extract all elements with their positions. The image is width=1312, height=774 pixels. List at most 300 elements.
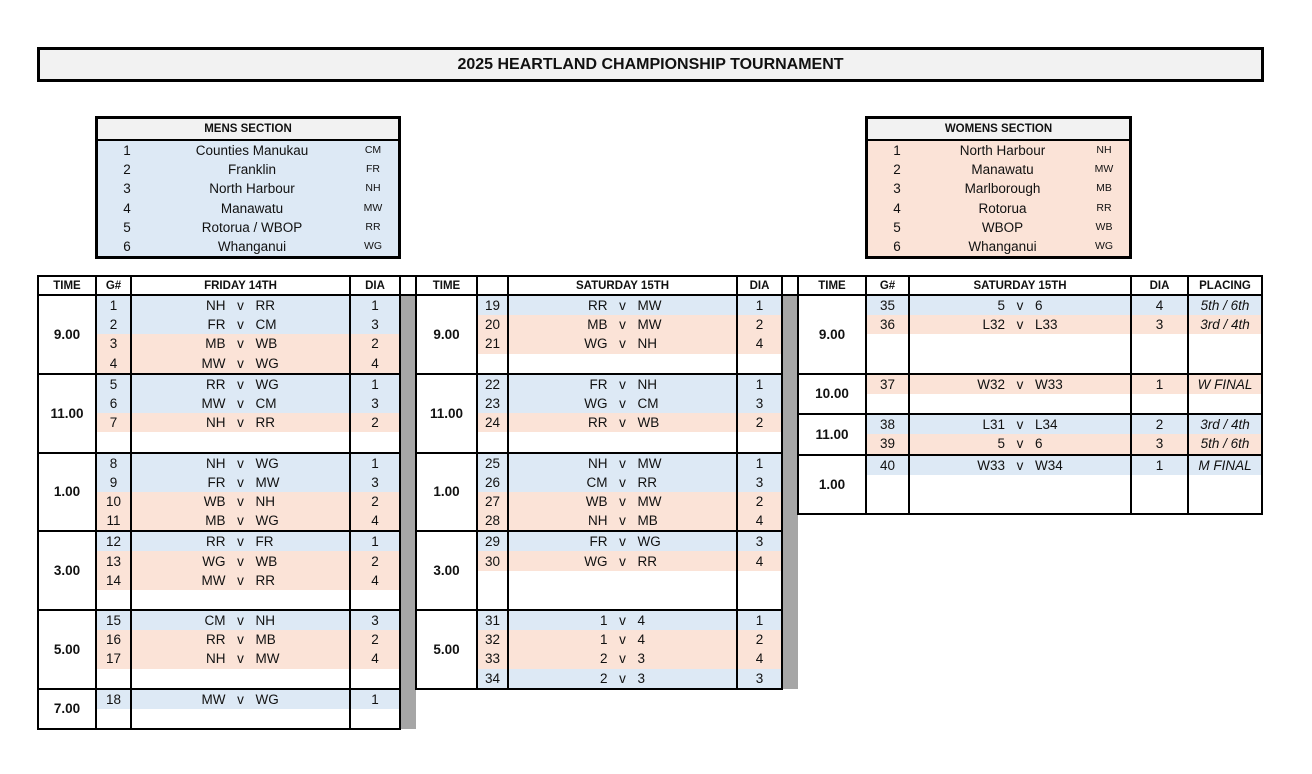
versus-label: v (619, 513, 626, 529)
versus-label: v (619, 613, 626, 629)
column-separator (400, 354, 416, 374)
diamond-number: 4 (737, 551, 782, 570)
diamond-number: 1 (737, 374, 782, 394)
game-number (477, 354, 508, 374)
home-team: WG (584, 396, 608, 412)
game-row (416, 295, 798, 315)
matchup (508, 571, 737, 590)
versus-label: v (619, 298, 626, 314)
diamond-number: 1 (350, 453, 400, 473)
team-abbreviation: NH (365, 182, 381, 195)
home-team: W32 (977, 376, 1005, 392)
diamond-number: 2 (737, 630, 782, 649)
mens-section-header: MENS SECTION (98, 119, 398, 141)
matchup (131, 394, 350, 413)
game-row (416, 610, 798, 630)
matchup (508, 374, 737, 394)
diamond-number (1131, 394, 1188, 414)
diamond-number: 1 (350, 374, 400, 394)
game-row (798, 394, 1262, 414)
away-team: MB (637, 513, 658, 529)
game-number: 24 (477, 413, 508, 432)
away-team: NH (637, 376, 657, 392)
time-slot: 3.00 (38, 531, 96, 610)
diamond-number: 2 (1131, 414, 1188, 434)
away-team: NH (255, 493, 275, 509)
game-number-header (477, 276, 508, 295)
placing (1188, 494, 1262, 514)
home-team: WB (203, 493, 226, 509)
team-row (98, 179, 398, 198)
game-number: 35 (866, 295, 909, 315)
placing: 3rd / 4th (1188, 414, 1262, 434)
column-separator (400, 669, 416, 689)
versus-label: v (237, 534, 244, 550)
versus-label: v (619, 317, 626, 333)
diamond-number (1131, 334, 1188, 353)
home-team: WG (584, 336, 608, 352)
versus-label: v (619, 670, 626, 686)
team-name: Manawatu (971, 162, 1034, 178)
game-row (38, 610, 416, 630)
matchup (131, 354, 350, 374)
versus-label: v (619, 396, 626, 412)
versus-label: v (237, 613, 244, 629)
team-row (868, 160, 1129, 179)
matchup (508, 590, 737, 610)
away-team: WB (255, 336, 278, 352)
game-number (866, 334, 909, 353)
versus-label: v (619, 336, 626, 352)
matchup (508, 315, 737, 334)
game-number: 26 (477, 473, 508, 492)
home-team: RR (588, 298, 608, 314)
away-team: 6 (1035, 298, 1043, 314)
column-separator (400, 492, 416, 511)
column-separator (400, 571, 416, 590)
home-team: FR (589, 534, 608, 550)
time-slot: 1.00 (416, 453, 477, 532)
team-abbreviation: RR (365, 220, 381, 233)
friday-schedule-table (37, 275, 417, 730)
column-separator (400, 432, 416, 452)
versus-label: v (237, 415, 244, 431)
time-slot: 7.00 (38, 689, 96, 729)
game-row (798, 434, 1262, 454)
team-row (868, 199, 1129, 218)
diamond-number: 4 (350, 571, 400, 590)
away-team: CM (255, 396, 277, 412)
column-separator (400, 590, 416, 610)
matchup (131, 295, 350, 315)
versus-label: v (237, 493, 244, 509)
placing (1188, 354, 1262, 374)
team-number: 1 (123, 143, 131, 158)
matchup (508, 551, 737, 570)
game-number: 19 (477, 295, 508, 315)
versus-label: v (619, 553, 626, 569)
game-number: 31 (477, 610, 508, 630)
game-number-header: G# (866, 276, 909, 295)
time-slot: 1.00 (38, 453, 96, 532)
column-separator (782, 374, 798, 394)
diamond-number: 1 (350, 689, 400, 709)
team-number: 5 (123, 219, 131, 235)
column-separator (400, 276, 416, 295)
away-team: W33 (1035, 376, 1063, 392)
matchup (131, 374, 350, 394)
mens-section-table (95, 116, 401, 259)
diamond-number (737, 571, 782, 590)
column-separator (400, 689, 416, 709)
diamond-number: 2 (737, 413, 782, 432)
matchup (508, 394, 737, 413)
team-number: 1 (893, 143, 901, 158)
matchup (508, 669, 737, 689)
team-name: Whanganui (217, 238, 287, 254)
versus-label: v (619, 651, 626, 667)
column-separator (400, 709, 416, 729)
home-team: 2 (599, 670, 608, 686)
column-separator (782, 551, 798, 570)
time-slot: 11.00 (416, 374, 477, 453)
diamond-number: 1 (737, 453, 782, 473)
diamond-number: 3 (350, 315, 400, 334)
column-separator (782, 649, 798, 668)
team-name: North Harbour (959, 143, 1046, 158)
team-name: Counties Manukau (195, 143, 309, 158)
home-team: L32 (982, 317, 1005, 333)
game-row (798, 315, 1262, 334)
game-number: 39 (866, 434, 909, 454)
team-abbreviation: WG (363, 239, 383, 252)
away-team: WG (255, 513, 279, 529)
versus-label: v (237, 455, 244, 471)
away-team: W34 (1035, 457, 1063, 473)
team-name: WBOP (981, 219, 1024, 235)
game-number: 25 (477, 453, 508, 473)
diamond-number: 4 (350, 354, 400, 374)
placing: 5th / 6th (1188, 434, 1262, 454)
saturday-header: SATURDAY 15TH (909, 276, 1131, 295)
column-separator (400, 511, 416, 531)
diamond-number: 2 (737, 315, 782, 334)
column-separator (782, 531, 798, 551)
versus-label: v (237, 376, 244, 392)
game-row (798, 295, 1262, 315)
time-slot: 5.00 (38, 610, 96, 689)
versus-label: v (1016, 436, 1024, 452)
time-header: TIME (38, 276, 96, 295)
team-row (868, 141, 1129, 160)
game-number (96, 669, 131, 689)
game-number (866, 354, 909, 374)
diamond-number (350, 709, 400, 729)
home-team: FR (589, 376, 608, 392)
column-separator (400, 315, 416, 334)
home-team: WG (584, 553, 608, 569)
column-separator (400, 630, 416, 649)
versus-label: v (619, 455, 626, 471)
away-team: RR (255, 415, 275, 431)
away-team: 4 (637, 613, 646, 629)
versus-label: v (619, 493, 626, 509)
game-number: 28 (477, 511, 508, 531)
column-separator (782, 473, 798, 492)
page-title: 2025 HEARTLAND CHAMPIONSHIP TOURNAMENT (37, 47, 1264, 82)
away-team: WB (255, 553, 278, 569)
matchup (508, 413, 737, 432)
away-team: WG (255, 355, 279, 371)
home-team: NH (206, 415, 226, 431)
column-separator (782, 276, 798, 295)
game-row (38, 374, 416, 394)
diamond-number: 1 (350, 295, 400, 315)
column-separator (782, 630, 798, 649)
placing (1188, 334, 1262, 353)
matchup (508, 453, 737, 473)
game-number (866, 394, 909, 414)
game-row (798, 334, 1262, 353)
home-team: MW (201, 396, 226, 412)
matchup (508, 334, 737, 353)
diamond-number (350, 669, 400, 689)
column-separator (400, 334, 416, 353)
diamond-number: 4 (737, 511, 782, 531)
matchup (131, 709, 350, 729)
game-row (798, 475, 1262, 494)
away-team: WG (255, 691, 279, 707)
home-team: RR (206, 632, 226, 648)
matchup (131, 689, 350, 709)
diamond-number: 3 (350, 394, 400, 413)
diamond-number: 2 (350, 334, 400, 353)
matchup (131, 669, 350, 689)
game-number (96, 590, 131, 610)
game-row (798, 455, 1262, 475)
away-team: MW (637, 298, 662, 314)
game-number: 38 (866, 414, 909, 434)
game-number: 34 (477, 669, 508, 689)
diamond-number: 1 (1131, 374, 1188, 394)
saturday-schedule-table-b (797, 275, 1263, 515)
column-separator (400, 394, 416, 413)
game-row (798, 494, 1262, 514)
diamond-number: 3 (350, 473, 400, 492)
diamond-number (1131, 475, 1188, 494)
team-number: 2 (123, 162, 131, 178)
away-team: CM (637, 396, 659, 412)
game-number: 11 (96, 511, 131, 531)
team-abbreviation: CM (364, 144, 382, 156)
game-number (96, 432, 131, 452)
game-number: 29 (477, 531, 508, 551)
diamond-number: 4 (737, 649, 782, 668)
team-row (98, 218, 398, 237)
matchup (508, 295, 737, 315)
game-row (798, 374, 1262, 394)
matchup (909, 354, 1131, 374)
matchup (508, 354, 737, 374)
column-separator (782, 432, 798, 452)
game-row (38, 531, 416, 551)
team-name: Rotorua (978, 200, 1027, 216)
home-team: 1 (599, 613, 608, 629)
home-team: FR (207, 317, 226, 333)
diamond-number: 4 (737, 334, 782, 353)
placing (1188, 475, 1262, 494)
diamond-number: 2 (350, 492, 400, 511)
column-separator (782, 669, 798, 689)
home-team: NH (588, 513, 608, 529)
away-team: MW (637, 317, 662, 333)
team-number: 3 (893, 181, 901, 197)
versus-label: v (237, 553, 244, 569)
time-slot: 9.00 (798, 295, 866, 374)
team-row (868, 179, 1129, 198)
matchup (909, 374, 1131, 394)
home-team: CM (204, 613, 226, 629)
game-number: 20 (477, 315, 508, 334)
matchup (508, 511, 737, 531)
column-separator (782, 334, 798, 353)
matchup (508, 630, 737, 649)
home-team: 1 (599, 632, 608, 648)
game-number: 30 (477, 551, 508, 570)
versus-label: v (237, 474, 244, 490)
matchup (909, 334, 1131, 353)
game-number: 5 (96, 374, 131, 394)
game-number: 7 (96, 413, 131, 432)
time-slot: 5.00 (416, 610, 477, 689)
versus-label: v (237, 317, 244, 333)
matchup (909, 455, 1131, 475)
team-abbreviation: MW (1094, 163, 1114, 176)
home-team: MW (201, 572, 226, 588)
game-number: 8 (96, 453, 131, 473)
team-row (98, 237, 398, 256)
versus-label: v (237, 513, 244, 529)
diamond-number: 3 (1131, 315, 1188, 334)
away-team: MW (637, 455, 662, 471)
placing (1188, 394, 1262, 414)
matchup (508, 610, 737, 630)
home-team: MB (205, 336, 226, 352)
away-team: 3 (637, 670, 646, 686)
team-row (98, 141, 398, 160)
team-abbreviation: NH (1096, 144, 1112, 156)
game-row (38, 453, 416, 473)
versus-label: v (237, 572, 244, 588)
diamond-number: 4 (350, 649, 400, 668)
game-number: 23 (477, 394, 508, 413)
matchup (131, 315, 350, 334)
diamond-number: 4 (1131, 295, 1188, 315)
matchup (131, 531, 350, 551)
game-number (477, 571, 508, 590)
home-team: 2 (599, 651, 608, 667)
home-team: FR (207, 474, 226, 490)
column-separator (782, 590, 798, 610)
matchup (508, 531, 737, 551)
versus-label: v (237, 336, 244, 352)
home-team: MW (201, 691, 226, 707)
matchup (909, 315, 1131, 334)
game-number: 4 (96, 354, 131, 374)
time-slot: 11.00 (38, 374, 96, 453)
matchup (131, 590, 350, 610)
matchup (508, 492, 737, 511)
team-abbreviation: FR (366, 163, 380, 176)
away-team: WG (255, 455, 279, 471)
team-row (868, 218, 1129, 237)
matchup (909, 295, 1131, 315)
game-row (798, 354, 1262, 374)
game-number: 32 (477, 630, 508, 649)
diamond-number (350, 590, 400, 610)
column-separator (782, 492, 798, 511)
team-row (98, 199, 398, 218)
time-slot: 9.00 (416, 295, 477, 374)
home-team: NH (206, 298, 226, 314)
placing: 3rd / 4th (1188, 315, 1262, 334)
team-number: 6 (893, 238, 901, 254)
womens-section-table (865, 116, 1132, 259)
placing: M FINAL (1188, 455, 1262, 475)
versus-label: v (237, 396, 244, 412)
away-team: 3 (637, 651, 646, 667)
column-separator (400, 551, 416, 570)
column-separator (782, 315, 798, 334)
column-separator (782, 610, 798, 630)
game-row (416, 453, 798, 473)
home-team: RR (206, 376, 226, 392)
away-team: WG (637, 534, 661, 550)
game-number: 21 (477, 334, 508, 353)
matchup (131, 511, 350, 531)
game-number: 16 (96, 630, 131, 649)
home-team: L31 (982, 417, 1005, 433)
team-abbreviation: MB (1096, 182, 1112, 195)
column-separator (400, 295, 416, 315)
time-header: TIME (416, 276, 477, 295)
away-team: RR (637, 474, 657, 490)
diamond-number: 2 (350, 413, 400, 432)
matchup (909, 475, 1131, 494)
matchup (131, 571, 350, 590)
versus-label: v (1016, 298, 1024, 314)
game-number (477, 432, 508, 452)
matchup (508, 432, 737, 452)
home-team: NH (588, 455, 608, 471)
game-row (38, 295, 416, 315)
game-number: 18 (96, 689, 131, 709)
time-header: TIME (798, 276, 866, 295)
diamond-number: 4 (350, 511, 400, 531)
diamond-number: 2 (737, 492, 782, 511)
diamond-number (737, 590, 782, 610)
team-row (98, 160, 398, 179)
away-team: RR (255, 572, 275, 588)
home-team: RR (588, 415, 608, 431)
game-number: 2 (96, 315, 131, 334)
home-team: W33 (977, 457, 1005, 473)
game-number: 13 (96, 551, 131, 570)
away-team: MW (255, 474, 280, 490)
diamond-number: 3 (737, 394, 782, 413)
matchup (131, 492, 350, 511)
diamond-number: 1 (737, 610, 782, 630)
